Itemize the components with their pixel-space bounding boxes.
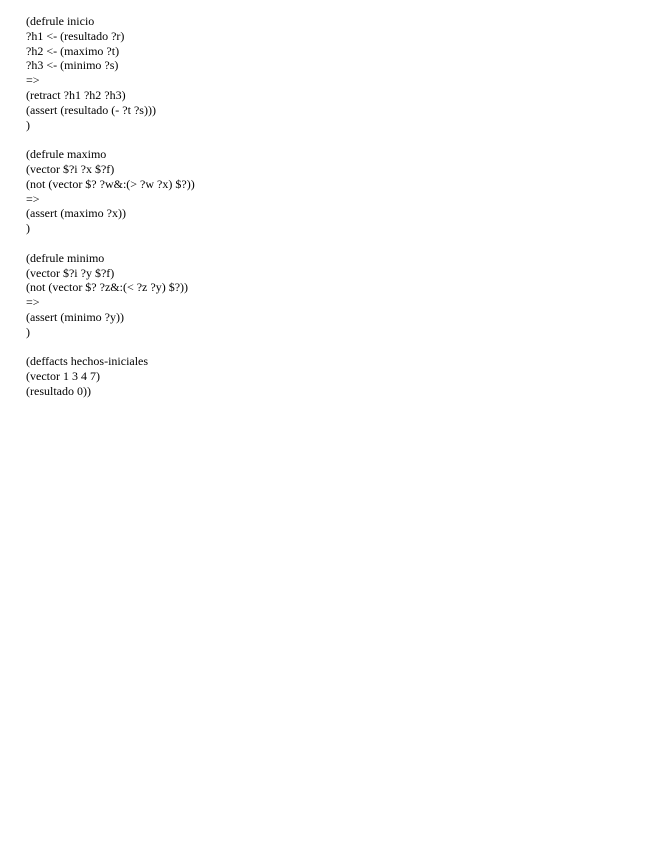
code-line: (defrule minimo [26,250,105,265]
document-body [26,14,626,399]
code-line: (not (vector $? ?z&:(< ?z ?y) $?)) [26,280,189,295]
code-line: (not (vector $? ?w&:(> ?w ?x) $?)) [26,176,195,191]
code-line: => [26,73,40,88]
rule-minimo [26,251,626,340]
code-line: (vector $?i ?x $?f) [26,161,115,176]
code-line: (vector $?i ?y $?f) [26,265,115,280]
code-line: (resultado 0)) [26,383,91,398]
code-line: (defrule inicio [26,14,95,28]
code-line: ?h3 <- (minimo ?s) [26,58,119,73]
code-line: ?h2 <- (maximo ?t) [26,43,120,58]
code-line: (assert (minimo ?y)) [26,309,124,324]
code-line: (vector 1 3 4 7) [26,369,100,384]
code-line: ?h1 <- (resultado ?r) [26,28,125,43]
code-line: (assert (resultado (- ?t ?s))) [26,102,156,117]
code-line: => [26,295,40,310]
code-line: (defrule maximo [26,147,107,162]
rule-maximo [26,147,626,236]
code-line: (assert (maximo ?x)) [26,206,126,221]
rule-inicio [26,14,626,132]
deffacts-hechos-iniciales [26,354,626,398]
code-line: ) [26,324,30,339]
code-line: (retract ?h1 ?h2 ?h3) [26,87,126,102]
code-line: ) [26,117,30,132]
code-line: ) [26,221,30,236]
code-line: (deffacts hechos-iniciales [26,354,149,369]
code-line: => [26,191,40,206]
